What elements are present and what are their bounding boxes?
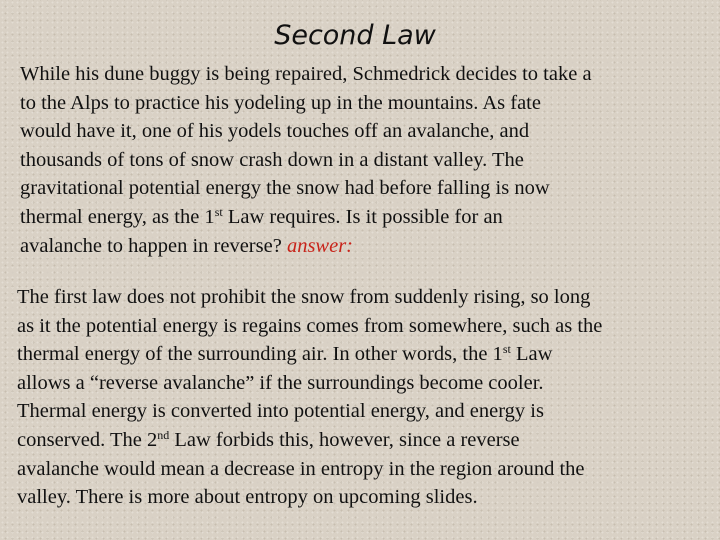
answer-line: Law: [510, 343, 553, 366]
question-line: Law requires. Is it possible for an: [222, 205, 503, 228]
answer-line: Law forbids this, however, since a reverse: [169, 428, 520, 451]
question-line: While his dune buggy is being repaired, Schmedrick decides to take a: [20, 63, 592, 85]
answer-link[interactable]: answer:: [286, 234, 353, 257]
question-line: thermal energy, as the 1: [20, 205, 215, 228]
answer-line: as it the potential energy is regains comes from somewhere, such as the: [17, 314, 603, 337]
slide-title: Second Law: [274, 20, 436, 51]
question-line: gravitational potential energy the snow had before falling is now: [20, 177, 550, 200]
question-line: thousands of tons of snow crash down in a distant valley. The: [20, 148, 524, 171]
answer-line: allows a “reverse avalanche” if the surroundings become cooler.: [17, 371, 544, 394]
question-line: avalanche to happen in reverse?: [20, 234, 287, 257]
answer-line: valley. There is more about entropy on upcoming slides.: [17, 486, 478, 509]
answer-paragraph: [17, 283, 707, 512]
ordinal-suffix: st: [214, 204, 223, 219]
question-line: would have it, one of his yodels touches off an avalanche, and: [20, 120, 530, 143]
question-paragraph: [20, 60, 708, 260]
answer-line: avalanche would mean a decrease in entropy in the region around the: [17, 457, 585, 480]
ordinal-suffix: nd: [157, 427, 170, 442]
ordinal-suffix: st: [502, 342, 511, 357]
answer-line: thermal energy of the surrounding air. In other words, the 1: [17, 343, 503, 366]
answer-line: The first law does not prohibit the snow from suddenly rising, so long: [17, 286, 591, 308]
answer-line: Thermal energy is converted into potential energy, and energy is: [17, 400, 544, 423]
question-line: to the Alps to practice his yodeling up in the mountains. As fate: [20, 91, 541, 114]
answer-line: conserved. The 2: [17, 428, 158, 451]
